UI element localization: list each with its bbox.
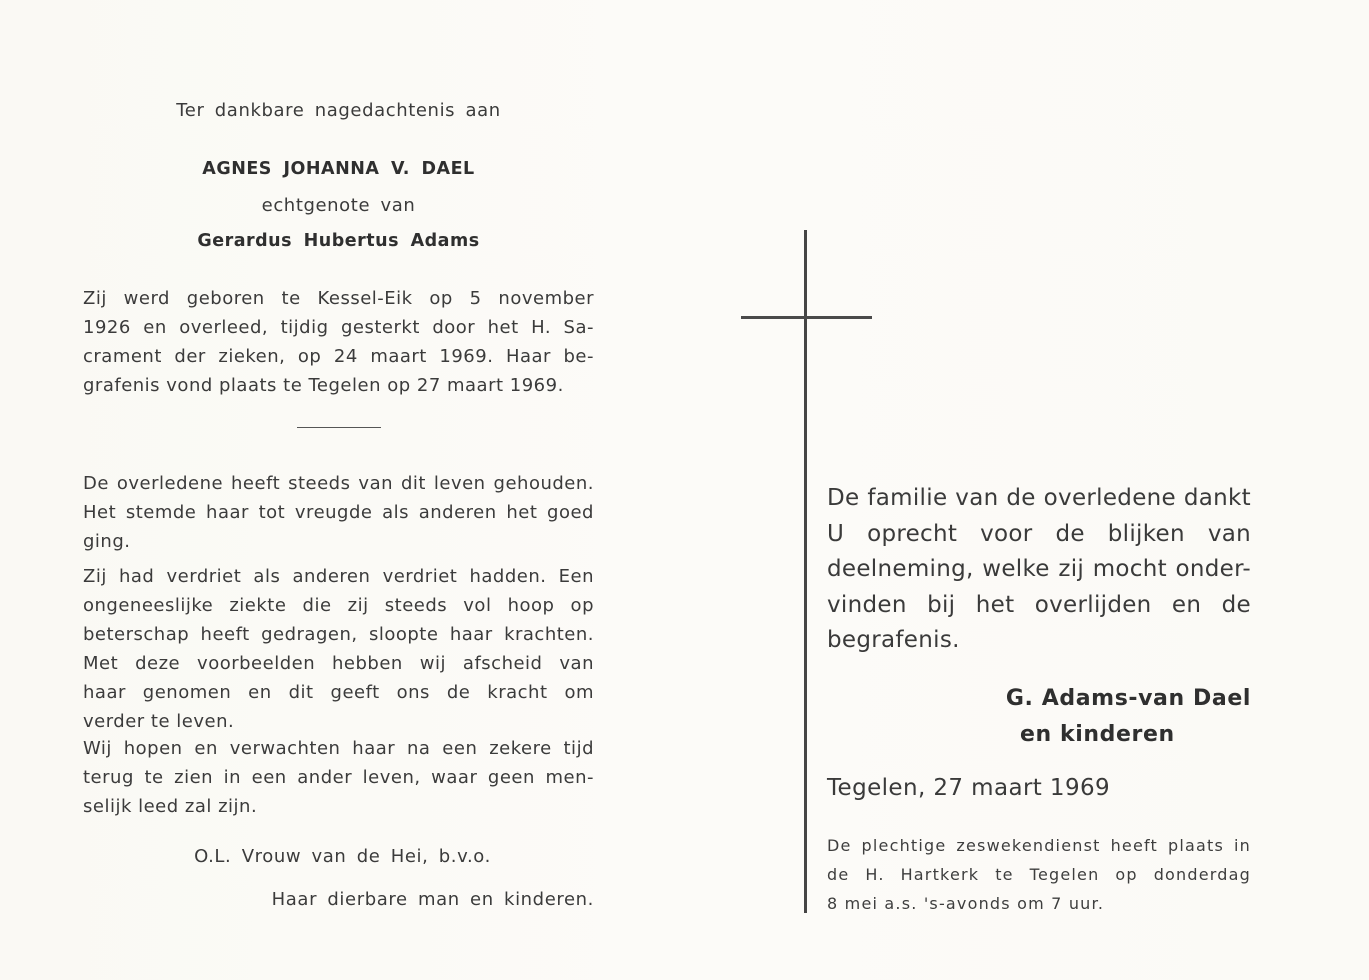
reflection-line: Het stemde haar tot vreugde als anderen het goed xyxy=(83,502,594,523)
thanks-line: vinden bij het overlijden en de xyxy=(827,591,1251,618)
deceased-name: AGNES JOHANNA V. DAEL xyxy=(202,159,475,179)
biography-paragraph xyxy=(83,284,594,400)
thanks-line: deelneming, welke zij mocht onder- xyxy=(827,556,1251,583)
biography-line: crament der zieken, op 24 maart 1969. Haar be- xyxy=(83,346,594,367)
biography-line: Zij werd geboren te Kessel-Eik op 5 november xyxy=(83,288,594,309)
reflection-line: ongeneeslijke ziekte die zij steeds vol hoop op xyxy=(83,595,594,616)
reflection-line: Zij had verdriet als anderen verdriet hadden. Een xyxy=(83,566,594,587)
biography-line: grafenis vond plaats te Tegelen op 27 maart 1969. xyxy=(83,375,564,396)
thanks-line: U oprecht voor de blijken van xyxy=(827,520,1251,547)
reflection-line: beterschap heeft gedragen, sloopte haar krachten. xyxy=(83,624,594,645)
service-note-line: de H. Hartkerk te Tegelen op donderdag xyxy=(827,865,1251,884)
reflection-line: verder te leven. xyxy=(83,711,235,732)
reflection-line: De overledene heeft steeds van dit leven gehouden. xyxy=(83,473,594,494)
reflection-line: Met deze voorbeelden hebben wij afscheid van xyxy=(83,653,594,674)
section-divider xyxy=(297,427,381,428)
relation-text: echtgenote van xyxy=(261,195,416,216)
reflection-line: Wij hopen en verwachten haar na een zekere tijd xyxy=(83,738,594,759)
service-note xyxy=(827,831,1251,918)
spouse-name: Gerardus Hubertus Adams xyxy=(197,231,480,251)
reflection-line: ging. xyxy=(83,531,131,552)
biography-line: 1926 en overleed, tijdig gesterkt door het H. Sa- xyxy=(83,317,594,338)
reflection-line: selijk leed zal zijn. xyxy=(83,796,258,817)
cross-horizontal-beam xyxy=(741,316,872,319)
cross-vertical-beam xyxy=(804,230,807,913)
place-date: Tegelen, 27 maart 1969 xyxy=(827,775,1111,801)
reflection-line: terug te zien in een ander leven, waar geen men- xyxy=(83,767,594,788)
signature-family: en kinderen xyxy=(1020,722,1175,747)
closing-text: Haar dierbare man en kinderen. xyxy=(271,889,594,910)
thanks-line: begrafenis. xyxy=(827,627,960,654)
reflection-paragraph-1 xyxy=(83,469,594,556)
service-note-line: 8 mei a.s. 's-avonds om 7 uur. xyxy=(827,894,1105,913)
service-note-line: De plechtige zeswekendienst heeft plaats in xyxy=(827,836,1251,855)
reflection-line: haar genomen en dit geeft ons de kracht om xyxy=(83,682,594,703)
intro-text: Ter dankbare nagedachtenis aan xyxy=(176,100,501,121)
thanks-line: De familie van de overledene dankt xyxy=(827,485,1251,511)
reflection-paragraph-2 xyxy=(83,562,594,736)
prayer-text: O.L. Vrouw van de Hei, b.v.o. xyxy=(194,846,491,867)
reflection-paragraph-3 xyxy=(83,734,594,821)
signature-name: G. Adams-van Dael xyxy=(1005,686,1251,711)
thanks-paragraph xyxy=(827,481,1251,659)
